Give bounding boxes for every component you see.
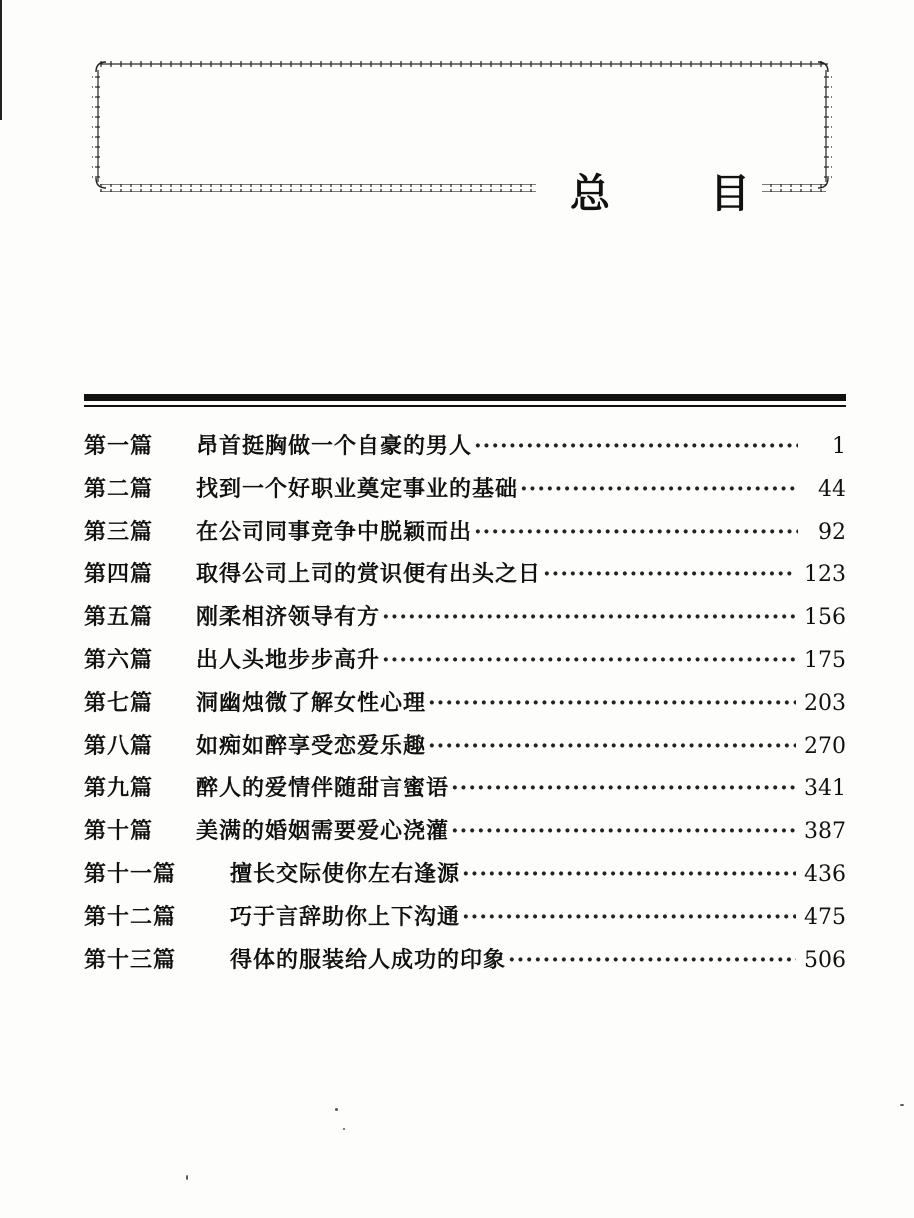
toc-title: 找到一个好职业奠定事业的基础 [196,475,519,502]
toc-title: 出人头地步步高升 [196,646,381,673]
toc-entry[interactable] [84,425,846,468]
toc-entry[interactable] [84,596,846,639]
toc-page-number: 92 [818,519,846,545]
scan-speck [343,1128,345,1130]
toc-title: 刚柔相济领导有方 [196,604,381,631]
toc-part: 第十篇 [84,818,154,845]
toc-entry[interactable] [84,553,846,596]
toc-page-number: 203 [804,690,846,716]
toc-entry[interactable] [84,682,846,725]
toc-leader-dots [474,425,798,468]
toc-entry[interactable] [84,767,846,810]
toc-leader-dots [462,896,796,939]
toc-part: 第七篇 [84,689,154,716]
page-title [560,160,760,220]
toc-leader-dots [428,725,796,768]
toc-leader-dots [451,767,796,810]
toc-entry[interactable] [84,853,846,896]
toc-page-number: 44 [818,476,846,502]
toc-leader-dots [520,468,798,511]
toc-leader-dots [382,596,796,639]
toc-part: 第一篇 [84,433,154,459]
toc-leader-dots [508,939,796,982]
scan-speck [186,1175,188,1180]
page-title-char-2: 目 [700,162,760,219]
toc-leader-dots [474,511,798,554]
toc-title: 得体的服装给人成功的印象 [230,946,507,973]
toc-page-number: 1 [832,434,846,459]
toc-title: 昂首挺胸做一个自豪的男人 [196,433,473,459]
toc-part: 第三篇 [84,518,154,545]
toc-leader-dots [451,810,796,853]
toc-page-number: 341 [804,776,846,802]
toc-part: 第二篇 [84,475,154,502]
toc-page-number: 270 [804,733,846,759]
toc-part: 第八篇 [84,732,154,759]
toc-entry[interactable] [84,939,846,982]
toc-page-number: 475 [804,904,846,930]
toc-entry[interactable] [84,511,846,554]
toc-page-number: 387 [804,819,846,845]
toc-leader-dots [543,553,796,596]
scan-edge-line [0,0,2,120]
toc-part: 第六篇 [84,646,154,673]
page-title-char-1: 总 [560,162,620,219]
toc-page-number: 123 [804,562,846,588]
toc-leader-dots [462,853,796,896]
toc-part: 第九篇 [84,775,154,802]
toc-part: 第十二篇 [84,903,177,930]
toc-title: 洞幽烛微了解女性心理 [196,689,427,716]
toc-entry[interactable] [84,896,846,939]
toc-part: 第十一篇 [84,860,177,887]
toc-leader-dots [382,639,796,682]
header-rule-thick [84,394,846,401]
toc-title: 如痴如醉享受恋爱乐趣 [196,732,427,759]
toc-part: 第五篇 [84,604,154,631]
scan-speck [900,1104,904,1106]
toc-page-number: 156 [804,605,846,631]
table-of-contents [84,425,846,981]
toc-title: 巧于言辞助你上下沟通 [230,903,461,930]
toc-leader-dots [428,682,796,725]
toc-entry[interactable] [84,639,846,682]
toc-title: 取得公司上司的赏识便有出头之日 [196,561,542,588]
toc-title: 美满的婚姻需要爱心浇灌 [196,818,450,845]
toc-page-number: 506 [804,947,846,973]
toc-part: 第四篇 [84,561,154,588]
toc-title: 擅长交际使你左右逢源 [230,860,461,887]
toc-entry[interactable] [84,810,846,853]
toc-page-number: 436 [804,861,846,887]
header-rule-thin [84,405,846,407]
toc-part: 第十三篇 [84,946,177,973]
toc-title: 在公司同事竞争中脱颖而出 [196,518,473,545]
toc-entry[interactable] [84,725,846,768]
toc-entry[interactable] [84,468,846,511]
toc-title: 醉人的爱情伴随甜言蜜语 [196,775,450,802]
scan-speck [335,1108,338,1111]
toc-page-number: 175 [804,647,846,673]
